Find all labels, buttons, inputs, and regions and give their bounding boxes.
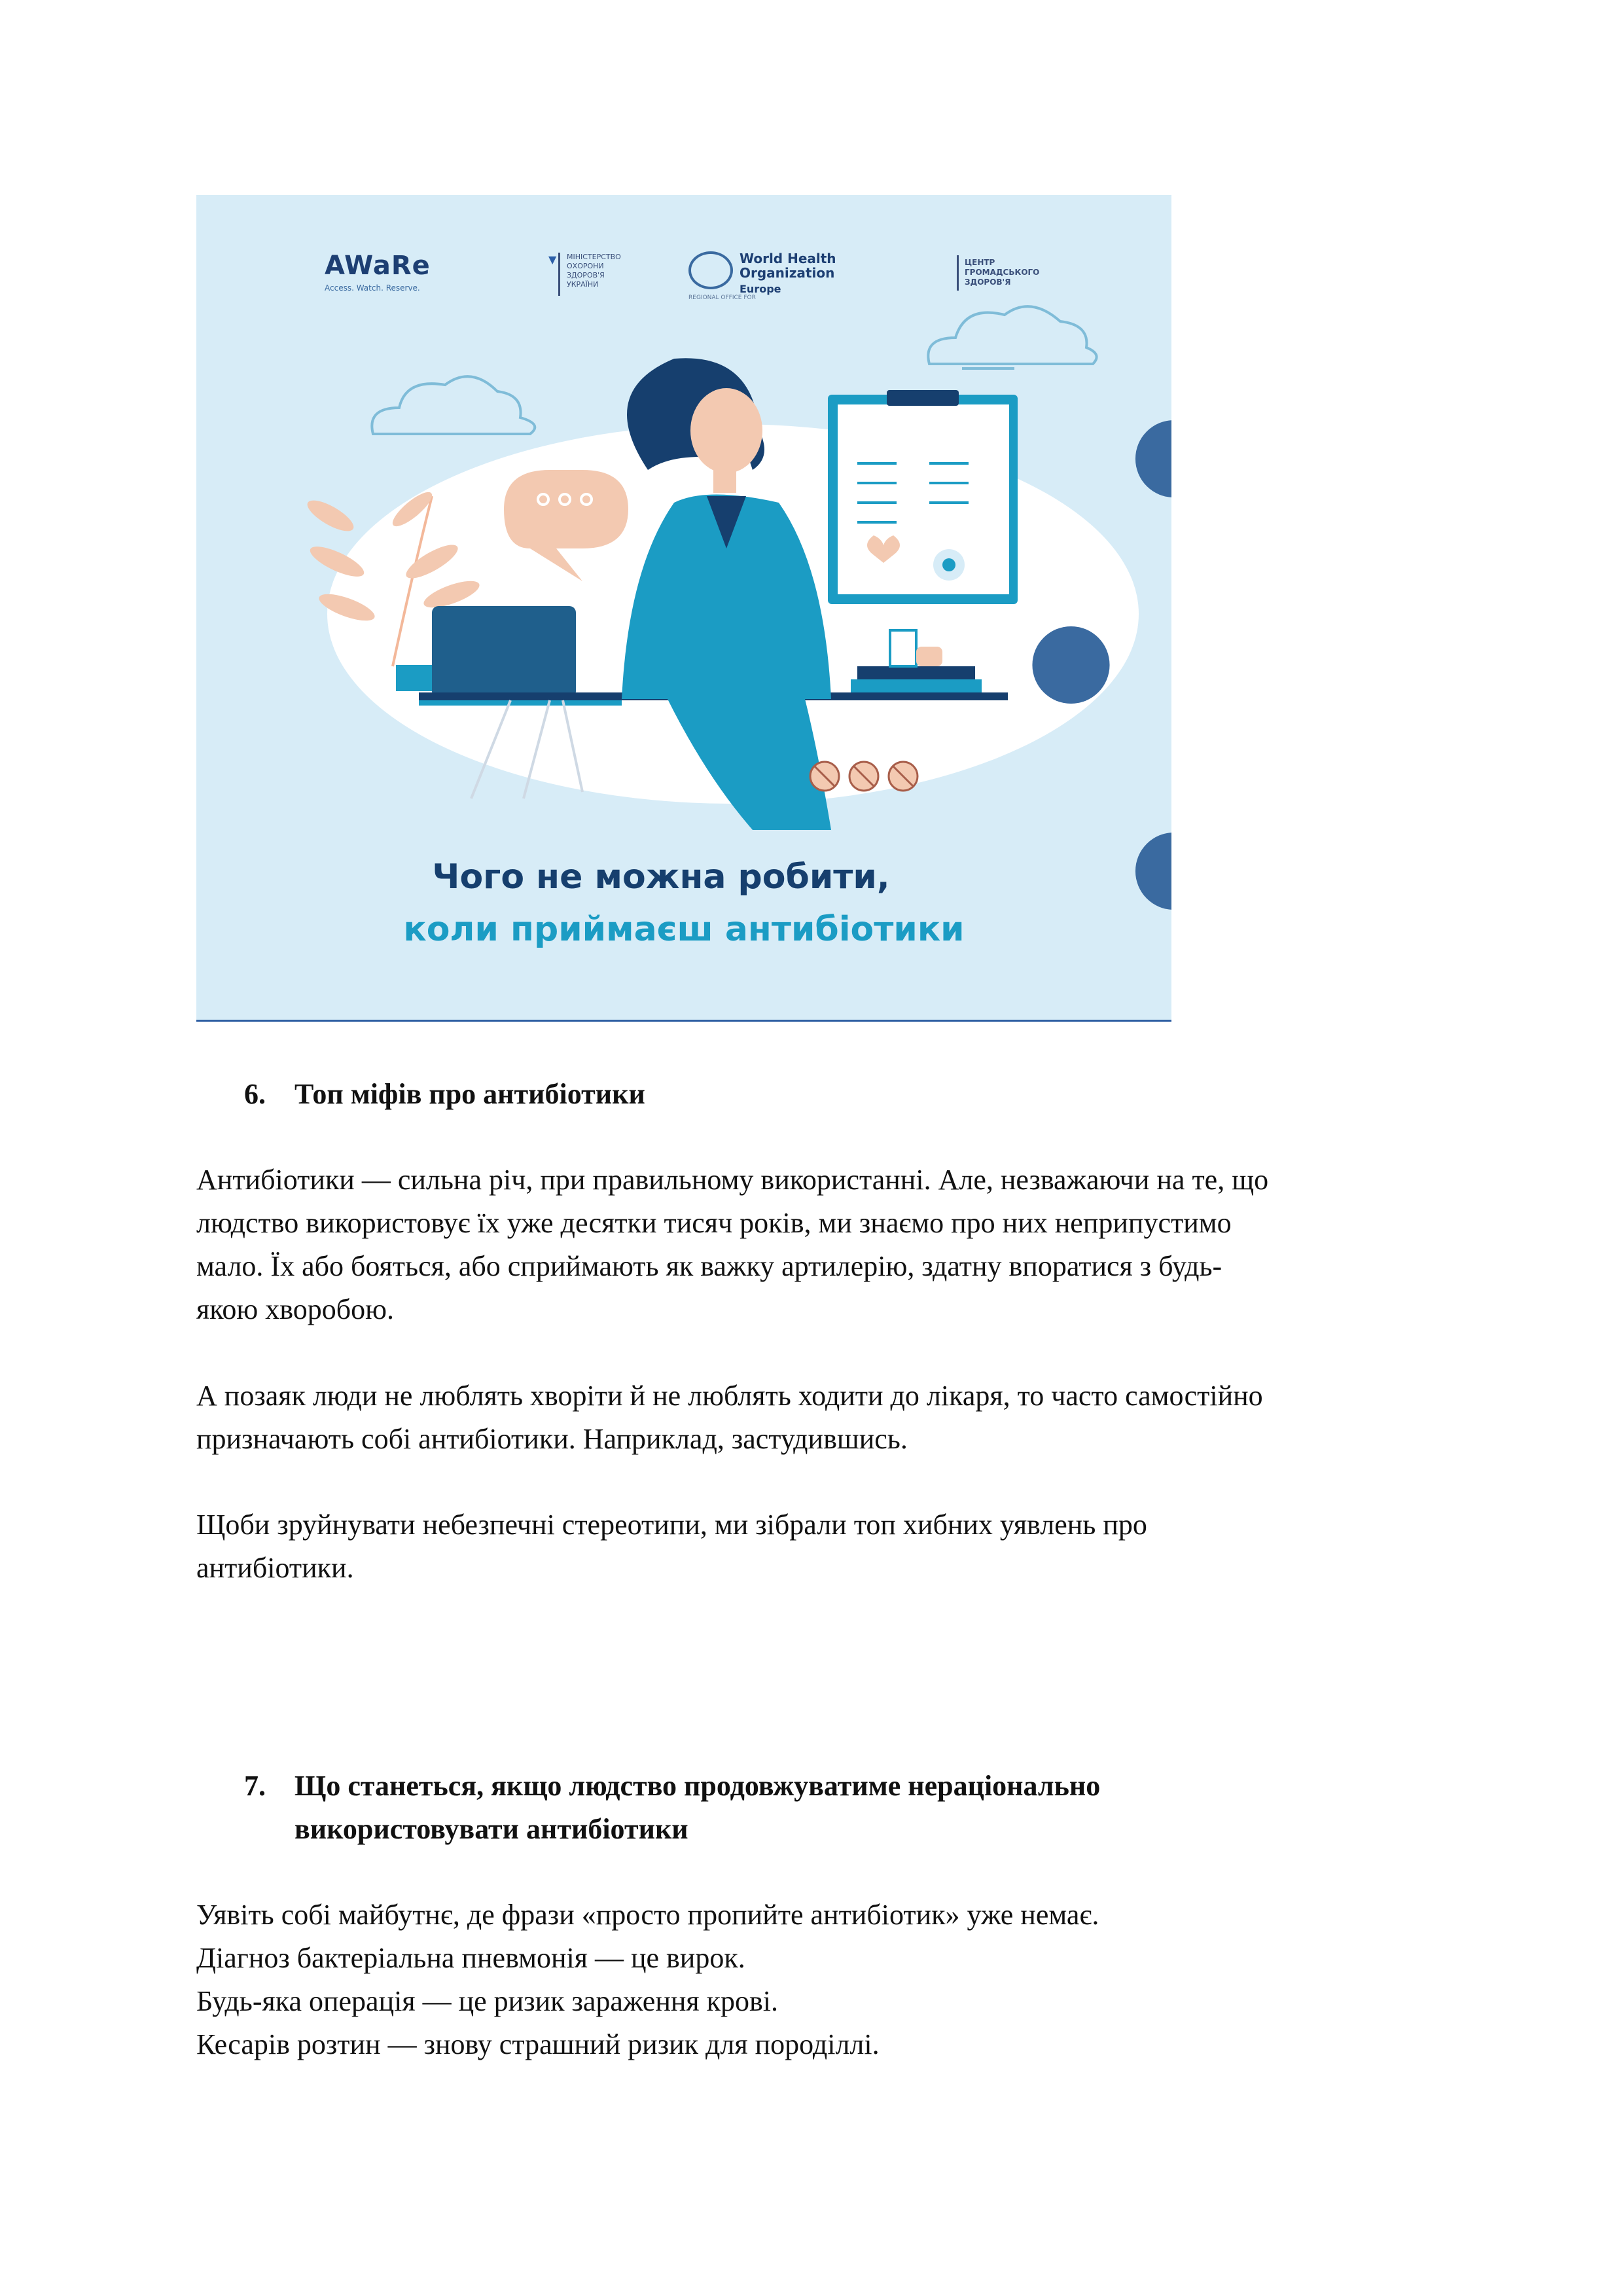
- text-line: Діагноз бактеріальна пневмонія — це вирок.: [196, 1942, 745, 1974]
- banner-bottom-rule: [196, 1020, 1171, 1022]
- banner-title-line1: Чого не можна робити,: [432, 857, 890, 897]
- partner-logos: [196, 195, 1171, 319]
- banner-title-line2: коли приймаєш антибіотики: [403, 910, 965, 949]
- who-region: Europe: [740, 283, 781, 295]
- who-regional-office: REGIONAL OFFICE FOR: [688, 295, 756, 301]
- logo-divider: [957, 255, 959, 291]
- paragraph: [196, 1893, 1099, 2066]
- section-7-heading: [244, 1765, 1100, 1851]
- text-line: Уявіть собі майбутнє, де фрази «просто пропийте антибіотик» уже немає.: [196, 1899, 1099, 1931]
- text-line: Кесарів розтин — знову страшний ризик для породіллі.: [196, 2028, 880, 2060]
- ministry-of-health-logo: [548, 253, 621, 289]
- section-number: 6.: [244, 1078, 266, 1110]
- who-emblem-icon: [688, 251, 733, 289]
- trident-icon: ▼: [548, 253, 557, 266]
- cloud-left: [372, 376, 535, 434]
- ministry-line: ЗДОРОВ'Я: [567, 271, 605, 279]
- section-title-line: Що станеться, якщо людство продовжуватиме нераціонально: [294, 1770, 1101, 1802]
- antibiotics-illustration: [196, 195, 1171, 1020]
- section-6-heading: [244, 1073, 645, 1116]
- paragraph: [196, 1374, 1263, 1461]
- text-line: А позаяк люди не люблять хворіти й не люблять ходити до лікаря, то часто самостійно: [196, 1380, 1263, 1412]
- who-line2: Organization: [740, 265, 835, 281]
- section-number: 7.: [244, 1770, 266, 1802]
- phc-line: ЦЕНТР: [965, 258, 995, 267]
- text-line: якою хворобою.: [196, 1293, 394, 1325]
- phc-line: ГРОМАДСЬКОГО: [965, 268, 1040, 277]
- aware-tagline: Access. Watch. Reserve.: [325, 283, 420, 293]
- text-line: людство використовує їх уже десятки тисяч років, ми знаємо про них неприпустимо: [196, 1207, 1232, 1239]
- text-line: Будь-яка операція — це ризик зараження крові.: [196, 1985, 779, 2017]
- text-line: антибіотики.: [196, 1552, 354, 1584]
- ministry-line: ОХОРОНИ: [567, 262, 604, 270]
- section-title: Топ міфів про антибіотики: [294, 1078, 645, 1110]
- text-line: Антибіотики — сильна річ, при правильному використанні. Але, незважаючи на те, що: [196, 1164, 1269, 1196]
- aware-logo: [325, 251, 431, 293]
- ministry-line: УКРАЇНИ: [567, 280, 599, 289]
- ministry-line: МІНІСТЕРСТВО: [567, 253, 621, 261]
- who-line1: World Health: [740, 251, 836, 266]
- phc-line: ЗДОРОВ'Я: [965, 278, 1011, 287]
- paragraph: [196, 1158, 1268, 1331]
- aware-wordmark: AWaRe: [325, 251, 431, 281]
- section-title-line: використовувати антибіотики: [294, 1813, 688, 1845]
- paragraph: [196, 1503, 1147, 1590]
- text-line: мало. Їх або бояться, або сприймають як важку артилерію, здатну впоратися з будь-: [196, 1250, 1222, 1282]
- text-line: Щоби зруйнувати небезпечні стереотипи, ми зібрали топ хибних уявлень про: [196, 1509, 1147, 1541]
- text-line: призначають собі антибіотики. Наприклад, застудившись.: [196, 1423, 908, 1455]
- logo-divider: [558, 253, 560, 296]
